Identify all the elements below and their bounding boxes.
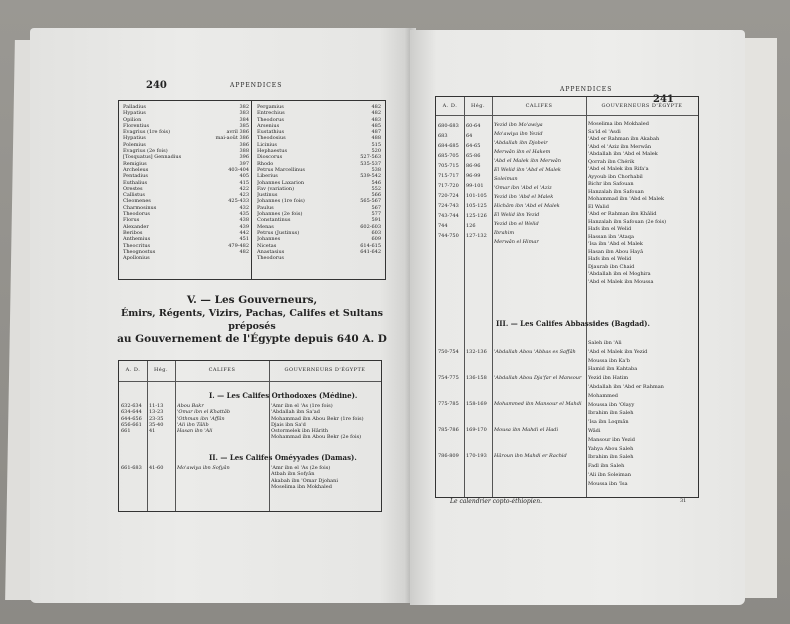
table1-year: 602-603 [360,223,381,230]
table1-year: 438 [239,217,249,224]
governor-cell: Djais ibn Sa'd [271,421,306,428]
calife-cell: 'Othman ibn 'Affân [177,415,225,422]
ad-cell: 754-775 [438,375,459,381]
governor-cell: 'Abdallah ibn el Moghira [588,271,651,277]
governor-cell: Mohammad ibn 'Abd el Malek [588,196,665,202]
table1-year: 546 [371,179,381,186]
table1-year: 425-433 [228,198,249,205]
ad-cell: 775-785 [438,401,459,407]
table1-name: Theodorus [123,211,150,218]
table1-year: 403-404 [228,166,249,173]
heg-cell: 64-65 [466,143,481,149]
table1-name: Evagrius (2e fois) [123,148,168,155]
table1-years-col4 [341,104,381,255]
heg-cell: 41 [149,428,156,435]
governor-cell: 'Isa ibn Loqmân [588,419,629,426]
table1-name: Opilion [123,116,142,123]
table1-name: Orestes [123,185,143,192]
table1-name: Liberius [257,173,278,180]
table1-name: Theodorus [257,255,284,262]
governor-cell: Mohammed [588,392,618,399]
table1-name: Evagrius (1re fois) [123,129,171,136]
governor-cell: Hanzalah ibn Safouan [588,188,644,195]
header-califes-right: CALIFES [525,103,553,109]
roman-governors-table [118,100,386,280]
section-heading-orthodoxes: I. — Les Califes Orthodoxes (Médine). [209,391,358,400]
table1-name: Polemius [123,141,146,148]
ad-cell: 720-724 [438,193,459,199]
table1-year: 439 [239,223,249,230]
title-line-1: V. — Les Gouverneurs, [186,294,318,306]
table1-name: Dioscorus [257,154,283,161]
governor-cell: Djaurab ibn Chaid [588,263,635,270]
governor-cell: 'Abdallah ibn 'Abd er Rahman [588,383,664,390]
table1-year: 488 [371,135,381,142]
section-title [114,294,390,346]
table1-year: 442 [239,229,249,236]
table1-names-col1 [123,104,203,261]
table1-name: Anthemius [123,236,151,243]
table1-year: 383 [239,110,249,117]
sheet-signature: 31 [680,498,687,504]
calife-cell: El Welid ibn 'Abd el Malek [494,167,561,173]
heg-cell: 65-86 [466,153,481,159]
page-number-right: 241 [653,94,674,105]
header-gouverneurs: GOUVERNEURS D'ÉGYPTE [284,367,366,373]
table1-year: 382 [239,104,249,110]
ad-cell: 661-683 [121,465,142,471]
table1-name: Florus [123,217,140,224]
header-califes: CALIFES [208,367,236,373]
calife-cell: 'Abdallah Abou 'Abbas es Saffâh [494,349,576,355]
table1-name: Licinius [257,141,277,148]
table1-name: Beribos [123,229,143,236]
heg-cell: 99-101 [466,183,484,189]
governor-cell: Akabah ibn 'Omar Djohani [271,477,338,484]
calife-cell: Mo'awiya ibn Sofyân [177,465,230,471]
running-head-right: APPENDICES [560,86,613,93]
table1-year: 479-482 [228,242,249,249]
heg-cell: 35-40 [149,421,164,428]
table1-year: 577 [371,211,381,218]
governor-cell: 'Abd er Rahman ibn Akabah [588,136,660,142]
figure-caption: Le calendrier copto-éthiopien. [450,498,542,505]
table1-year: 451 [239,236,249,243]
table1-name: Apollonius [123,255,150,262]
section3-califes-col [494,339,584,469]
title-line-3: au Gouvernement de l'Égypte depuis 640 A. D [117,333,387,345]
governor-cell: Ibrahim ibn Saleh [588,410,634,417]
table1-years-col2 [209,104,249,255]
table1-year: 565-567 [360,198,381,205]
table1-year: 591 [371,217,381,224]
table1-year: 487 [371,129,381,136]
heg-cell: 125-126 [466,213,487,219]
heg-cell: 169-170 [466,427,487,433]
section3-gouv-col [588,339,696,489]
table1-year: 482 [371,104,381,110]
section3-ad-col [438,339,464,469]
table1-name: Fav (variation) [257,185,295,192]
governor-cell: 'Abd el 'Aziz ibn Merwân [588,143,652,150]
calife-cell: Yezid ibn el Welid [494,221,539,227]
table1-name: Hypatius [123,110,146,117]
table1-name: Rhodo [257,160,274,167]
governor-cell: Fadl ibn Saleh [588,463,625,470]
table1-year: 388 [239,148,249,155]
table1-name: Constantinus [257,217,291,224]
governor-cell: 'Abdallah ibn 'Abd el Malek [588,151,658,157]
table1-name: Pergamius [257,104,284,110]
header-ad: A. D. [125,367,141,373]
governor-cell: Moussa ibn 'Isa [588,480,628,487]
running-head-left: APPENDICES [230,82,283,89]
governor-cell: 'Abdallah ibn Sa'ad [271,409,320,416]
calife-cell: Mo'awiya ibn Yezid [494,131,543,137]
table1-year: 539-542 [360,173,381,180]
governor-cell: Hafs ibn el Welid [588,256,632,262]
ad-cell: 685-705 [438,153,459,159]
ad-cell: 644-656 [121,415,142,422]
heg-cell: 105-125 [466,203,487,209]
table1-name: Johannes Laxarion [257,179,305,186]
header-gouverneurs-right: GOUVERNEURS D'ÉGYPTE [601,103,683,109]
section2-ad-col [121,465,147,471]
governor-cell: Mohammad ibn Abou Bekr (2e fois) [271,434,362,441]
governor-cell: Yezid ibn Hatim [588,375,629,382]
table1-year: 485 [371,122,381,129]
table1-name: Arsenius [257,122,280,129]
heg-cell: 60-64 [466,123,481,129]
table1-name: Euthalius [123,179,148,186]
section1-heg-col [149,403,175,434]
table1-year: 415 [239,179,249,186]
section1-ad-col [121,403,147,434]
governor-cell: 'Abd el Malek ibn Yezid [588,348,648,355]
heg-cell: 132-136 [466,349,487,355]
heg-cell: 64 [466,133,473,139]
section1-gouv-col [271,403,379,441]
ad-cell: 750-754 [438,349,459,355]
table1-name: Johannes [257,236,281,243]
table1-year: 614-615 [360,242,381,249]
right-ad-col [438,121,464,241]
calife-cell: Merwân el Himar [494,239,539,245]
table1-year: 386 [239,141,249,148]
ad-cell: 634-644 [121,409,142,416]
heg-cell: 86-96 [466,163,481,169]
calife-cell: Merwân ibn el Hakem [494,149,551,155]
governor-cell: 'Abd er Rahman ibn Khâlid [588,211,657,217]
heg-cell: 158-169 [466,401,487,407]
table1-name: Charmosinus [123,204,157,211]
governor-cell: Moussa ibn 'Olayy [588,401,635,408]
table1-name: Alexander [123,223,149,230]
table1-name: Nicetas [257,242,277,249]
calife-cell: Yezid ibn Mo'awiya [494,122,543,128]
table1-year: 405 [239,173,249,180]
right-califes-col [494,121,584,247]
table1-name: Palladius [123,104,146,110]
table1-year: 552 [371,185,381,192]
table1-name: Hypatius [123,135,146,142]
table1-name: Justinus [257,192,278,199]
table1-name: Menas [257,223,274,230]
governor-cell: Hassan ibn 'Ataqa [588,233,634,240]
table1-year: 422 [239,185,249,192]
table1-year: 432 [239,204,249,211]
governor-cell: Wâdi [588,427,601,434]
calife-cell: 'Omar ibn 'Abd el 'Aziz [494,185,552,191]
governor-cell: Atbah ibn Sofyân [271,471,315,478]
governor-cell: Ayyoub ibn Chorhabil [588,173,643,180]
table1-name: Archeleus [123,166,149,173]
ad-cell: 743-744 [438,213,459,219]
table1-year: 482 [239,248,249,255]
right-page [410,30,745,605]
table1-year: 396 [239,154,249,161]
governor-cell: Mohammad ibn Abou Bekr (1re fois) [271,415,364,422]
calife-cell: Hâroun ibn Mahdi er Rachid [494,453,567,459]
califes-table-right [435,96,699,498]
governor-cell: Moselima ibn Mokhaled [588,121,649,127]
section-heading-abbassides: III. — Les Califes Abbassides (Bagdad). [496,319,650,328]
governor-cell: Saleh ibn 'Ali [588,340,622,346]
header-heg-right: Hég. [470,103,486,109]
ad-cell: 717-720 [438,183,459,189]
table1-year: 384 [239,116,249,123]
governor-cell: Ostormelek ibn Hârith [271,428,329,435]
governor-cell: 'Amr ibn el 'As (2e fois) [271,465,331,471]
table1-year: 482 [371,110,381,117]
ad-cell: 786-809 [438,453,459,459]
table1-year: 527-563 [360,154,381,161]
table1-name: Petrus (Justinus) [257,229,300,236]
governor-cell: Mansour ibn Yezid [588,436,635,443]
table1-year: 609 [371,236,381,243]
table1-name: Remigius [123,160,147,167]
calife-cell: Hichâm ibn 'Abd el Malek [494,203,560,209]
table1-year: 535-537 [360,160,381,167]
calife-cell: Mohammed ibn Mansour el Mahdi [494,401,582,407]
governor-cell: Hanzalah ibn Safouan (2e fois) [588,218,667,225]
table1-name: Paulus [257,204,274,211]
ad-cell: 724-743 [438,203,459,209]
table1-name: Pentadius [123,173,148,180]
table1-year: 515 [371,141,381,148]
table1-name: Eustathius [257,129,285,136]
header-heg: Hég. [153,367,169,373]
ad-cell: 705-715 [438,163,459,169]
governor-cell: 'Amr ibn el 'As (1re fois) [271,403,333,409]
heg-cell: 11-13 [149,403,164,409]
table1-name: Johannes (2e fois) [257,211,303,218]
calife-cell: Mousa ibn Mahdi el Hadi [494,427,559,433]
calife-cell: 'Abdallah ibn Djobeir [494,140,548,146]
califes-table-left [118,360,382,512]
heg-cell: 170-193 [466,453,487,459]
page-number-left: 240 [146,80,167,91]
calife-cell: Yezid ibn 'Abd el Malek [494,194,554,200]
table1-name: Johannes (1re fois) [257,198,305,205]
ad-cell: 684-685 [438,143,459,149]
table1-name: Theognostus [123,248,156,255]
governor-cell: 'Ali ibn Soleiman [588,471,631,478]
table1-year: 385 [239,122,249,129]
ad-cell: 683 [438,133,448,139]
ad-cell: 715-717 [438,173,459,179]
table1-year: 423 [239,192,249,199]
governor-cell: Ibrahim ibn Saleh [588,454,634,461]
governor-cell: Hafs ibn el Welid [588,226,632,232]
table1-name: Florentius [123,122,150,129]
calife-cell: Soleiman [494,176,518,182]
right-heg-col [466,121,492,241]
section2-heg-col [149,465,175,471]
governor-cell: Yahya Abou Saleh [588,445,634,452]
table1-year: 603 [371,229,381,236]
heg-cell: 101-105 [466,193,487,199]
calife-cell: 'Omar ibn el Khattâb [177,409,231,416]
heg-cell: 23-35 [149,415,164,422]
governor-cell: El Walid [588,203,609,210]
ad-cell: 744-750 [438,233,459,239]
calife-cell: Abou Bakr [177,403,204,409]
governor-cell: Sa'id el 'Asdi [588,128,621,135]
table1-name: Hephaestus [257,148,288,155]
section3-heg-col [466,339,492,469]
table1-name: Entrechius [257,110,285,117]
calife-cell: 'Ali ibn Tâlib [177,421,209,428]
heg-cell: 136-158 [466,375,487,381]
heg-cell: 13-23 [149,409,164,416]
section-heading-omeyyades: II. — Les Califes Oméyyades (Damas). [209,453,357,462]
ad-cell: 656-661 [121,421,142,428]
governor-cell: 'Abd el Malek ibn Rifa'a [588,166,649,172]
left-page [30,28,410,603]
governor-cell: Moselima ibn Mokhaled [271,483,332,490]
title-line-2: Émirs, Régents, Vizirs, Pachas, Califes et Sultans préposés [120,308,384,332]
calife-cell: 'Abd el Malek ibn Merwân [494,158,561,164]
section1-califes-col [177,403,267,434]
calife-cell: Hasan ibn 'Ali [177,428,213,435]
table1-name: Theodosius [257,135,286,142]
table1-year: 520 [371,148,381,155]
ad-cell: 744 [438,223,448,229]
heg-cell: 96-99 [466,173,481,179]
table1-name: Theodorus [257,116,284,123]
table1-year: 435 [239,211,249,218]
ad-cell: 632-634 [121,403,142,409]
governor-cell: Moussa ibn Ka'b [588,357,630,364]
ad-cell: 661 [121,428,131,435]
section2-califes-col [177,465,267,471]
heg-cell: 126 [466,223,476,229]
table1-name: [Tosquatus] Gennadius [123,154,182,161]
table1-year: avril 386 [226,129,249,136]
table1-names-col3 [257,104,339,261]
governor-cell: 'Isa ibn 'Abd el Malek [588,241,643,247]
section2-gouv-col [271,465,379,490]
table1-name: Petrus Marcellinus [257,166,305,173]
governor-cell: Qorrah ibn Chérik [588,158,635,165]
table1-year: 566 [371,192,381,199]
table1-year: 538 [371,166,381,173]
table1-name: Theocritus [123,242,151,249]
table1-year: 397 [239,160,249,167]
governor-cell: 'Abd el Malek ibn Moussa [588,278,654,285]
table1-name: Cleomenes [123,198,151,205]
right-gouv-col [588,121,696,286]
calife-cell: Ibrahim [494,230,515,236]
header-ad-right: A. D. [442,103,458,109]
table1-year: 641-642 [360,248,381,255]
calife-cell: 'Abdallah Abou Dja'far el Mansour [494,375,582,381]
table1-name: Anastasius [257,248,285,255]
ad-cell: 680-683 [438,123,459,129]
heg-cell: 127-132 [466,233,487,239]
governor-cell: Bichr ibn Safouan [588,181,634,187]
governor-cell: Hasan ibn Abou Hayâ [588,248,644,255]
table1-year: mai-août 386 [215,135,249,142]
table1-year: 567 [371,204,381,211]
governor-cell: Hamid ibn Kahtaba [588,366,638,373]
table1-year: 483 [371,116,381,123]
ad-cell: 785-786 [438,427,459,433]
table1-name: Callistus [123,192,145,199]
heg-cell: 41-60 [149,465,164,471]
calife-cell: El Welid ibn Yezid [494,212,540,218]
